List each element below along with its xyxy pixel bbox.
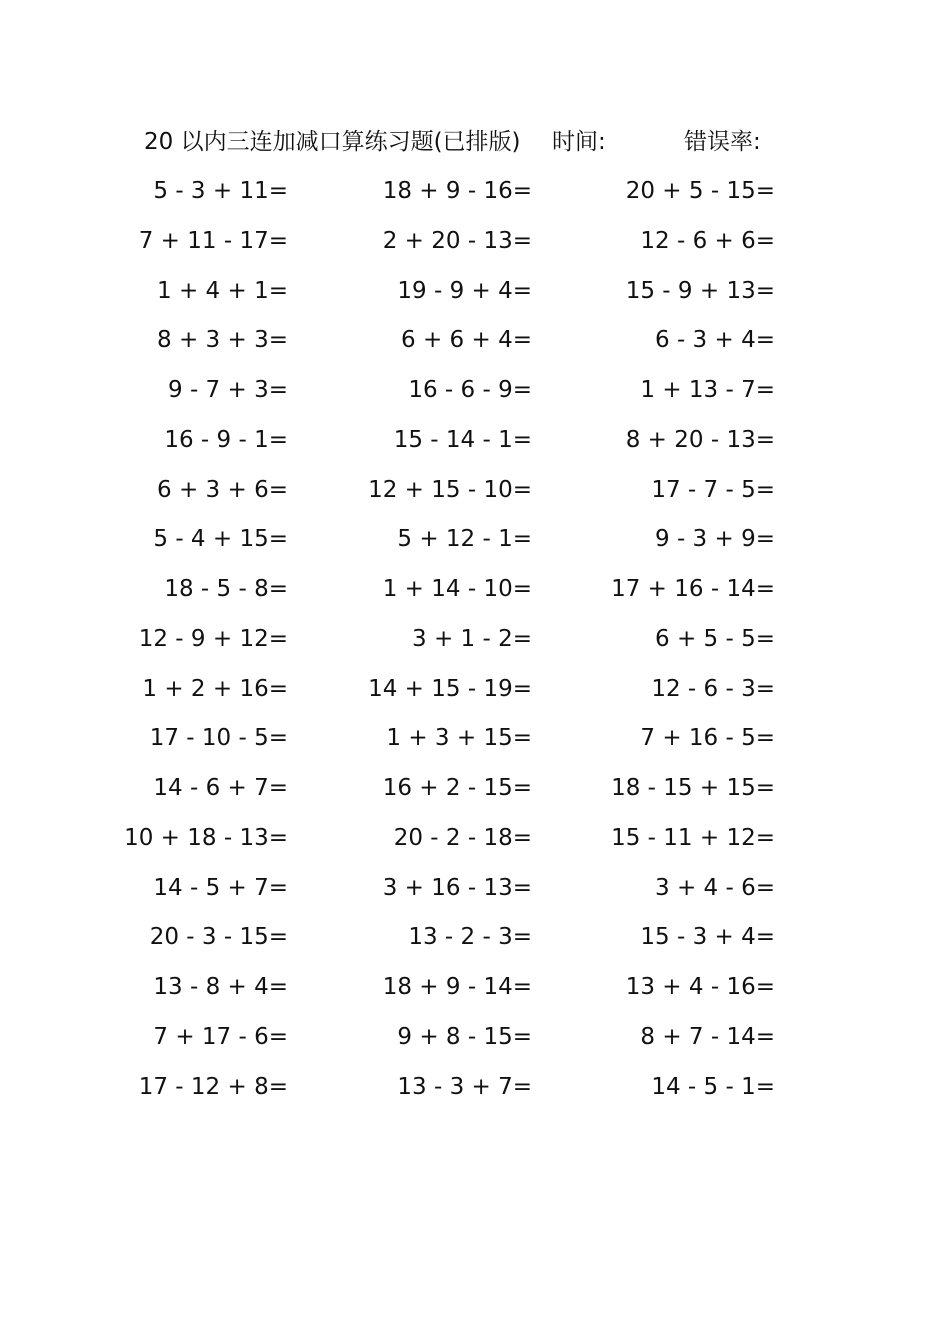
problem-row xyxy=(0,221,950,271)
problem-cell: 15 - 9 + 13= xyxy=(625,277,775,304)
problem-cell: 15 - 14 - 1= xyxy=(393,426,532,453)
problem-cell: 14 - 5 - 1= xyxy=(651,1073,775,1100)
problem-cell: 20 - 3 - 15= xyxy=(149,924,288,951)
problem-cell: 13 - 2 - 3= xyxy=(408,924,532,951)
problem-row xyxy=(0,171,950,221)
problem-row xyxy=(0,320,950,370)
problem-row xyxy=(0,1017,950,1067)
problem-cell: 7 + 16 - 5= xyxy=(640,725,775,752)
problem-cell: 1 + 2 + 16= xyxy=(142,675,288,702)
problem-cell: 13 - 8 + 4= xyxy=(153,974,288,1000)
problem-cell: 12 - 6 - 3= xyxy=(651,675,775,702)
problem-row xyxy=(0,569,950,619)
problem-cell: 2 + 20 - 13= xyxy=(382,227,532,254)
problem-cell: 12 - 9 + 12= xyxy=(138,625,288,652)
problem-cell: 13 + 4 - 16= xyxy=(625,974,775,1000)
problem-cell: 8 + 3 + 3= xyxy=(157,327,288,354)
problem-cell: 17 - 7 - 5= xyxy=(651,476,775,503)
problem-row xyxy=(0,519,950,569)
problem-row xyxy=(0,718,950,768)
problem-cell: 14 + 15 - 19= xyxy=(368,675,532,702)
problem-cell: 18 + 9 - 16= xyxy=(382,178,532,204)
problem-cell: 16 - 6 - 9= xyxy=(408,377,532,403)
problem-row xyxy=(0,370,950,420)
problem-row xyxy=(0,619,950,669)
problem-cell: 1 + 14 - 10= xyxy=(382,576,532,602)
problem-cell: 5 - 4 + 15= xyxy=(153,526,288,553)
problem-cell: 6 + 3 + 6= xyxy=(157,476,288,503)
worksheet-title: 20 以内三连加减口算练习题(已排版) xyxy=(144,129,521,155)
problem-row xyxy=(0,818,950,868)
problem-row xyxy=(0,420,950,470)
problem-cell: 8 + 7 - 14= xyxy=(640,1023,775,1050)
problem-cell: 20 + 5 - 15= xyxy=(625,178,775,204)
problem-cell: 3 + 4 - 6= xyxy=(655,874,775,901)
problem-cell: 17 + 16 - 14= xyxy=(611,576,775,602)
problem-row xyxy=(0,868,950,918)
problem-cell: 17 - 10 - 5= xyxy=(149,725,288,752)
time-label: 时间: xyxy=(552,129,606,155)
problem-cell: 12 - 6 + 6= xyxy=(640,227,775,254)
problem-cell: 18 - 15 + 15= xyxy=(611,775,775,801)
problem-grid xyxy=(0,171,950,1116)
problem-cell: 12 + 15 - 10= xyxy=(368,476,532,503)
problem-cell: 16 + 2 - 15= xyxy=(382,775,532,801)
problem-cell: 5 - 3 + 11= xyxy=(153,178,288,204)
problem-row xyxy=(0,768,950,818)
problem-row xyxy=(0,1067,950,1117)
problem-cell: 6 + 6 + 4= xyxy=(401,327,532,354)
problem-cell: 1 + 4 + 1= xyxy=(157,277,288,304)
problem-cell: 15 - 3 + 4= xyxy=(640,924,775,951)
problem-cell: 6 + 5 - 5= xyxy=(655,625,775,652)
problem-cell: 7 + 17 - 6= xyxy=(153,1023,288,1050)
problem-cell: 16 - 9 - 1= xyxy=(164,426,288,453)
problem-row xyxy=(0,917,950,967)
problem-cell: 18 + 9 - 14= xyxy=(382,974,532,1000)
problem-cell: 3 + 16 - 13= xyxy=(382,874,532,901)
problem-cell: 15 - 11 + 12= xyxy=(611,824,775,851)
problem-cell: 14 - 6 + 7= xyxy=(153,775,288,801)
problem-cell: 5 + 12 - 1= xyxy=(397,526,532,553)
problem-cell: 17 - 12 + 8= xyxy=(138,1073,288,1100)
problem-cell: 8 + 20 - 13= xyxy=(625,426,775,453)
problem-cell: 14 - 5 + 7= xyxy=(153,874,288,901)
problem-cell: 20 - 2 - 18= xyxy=(393,824,532,851)
problem-row xyxy=(0,271,950,321)
problem-cell: 9 + 8 - 15= xyxy=(397,1023,532,1050)
worksheet-header xyxy=(144,124,804,160)
problem-row xyxy=(0,669,950,719)
problem-cell: 1 + 13 - 7= xyxy=(640,377,775,403)
problem-cell: 9 - 7 + 3= xyxy=(168,377,288,403)
problem-cell: 10 + 18 - 13= xyxy=(124,824,288,851)
problem-cell: 19 - 9 + 4= xyxy=(397,277,532,304)
problem-cell: 7 + 11 - 17= xyxy=(138,227,288,254)
problem-cell: 9 - 3 + 9= xyxy=(655,526,775,553)
problem-cell: 3 + 1 - 2= xyxy=(412,625,532,652)
problem-row xyxy=(0,470,950,520)
error-rate-label: 错误率: xyxy=(684,129,761,155)
problem-cell: 6 - 3 + 4= xyxy=(655,327,775,354)
problem-cell: 1 + 3 + 15= xyxy=(386,725,532,752)
problem-cell: 13 - 3 + 7= xyxy=(397,1073,532,1100)
problem-cell: 18 - 5 - 8= xyxy=(164,576,288,602)
problem-row xyxy=(0,967,950,1017)
